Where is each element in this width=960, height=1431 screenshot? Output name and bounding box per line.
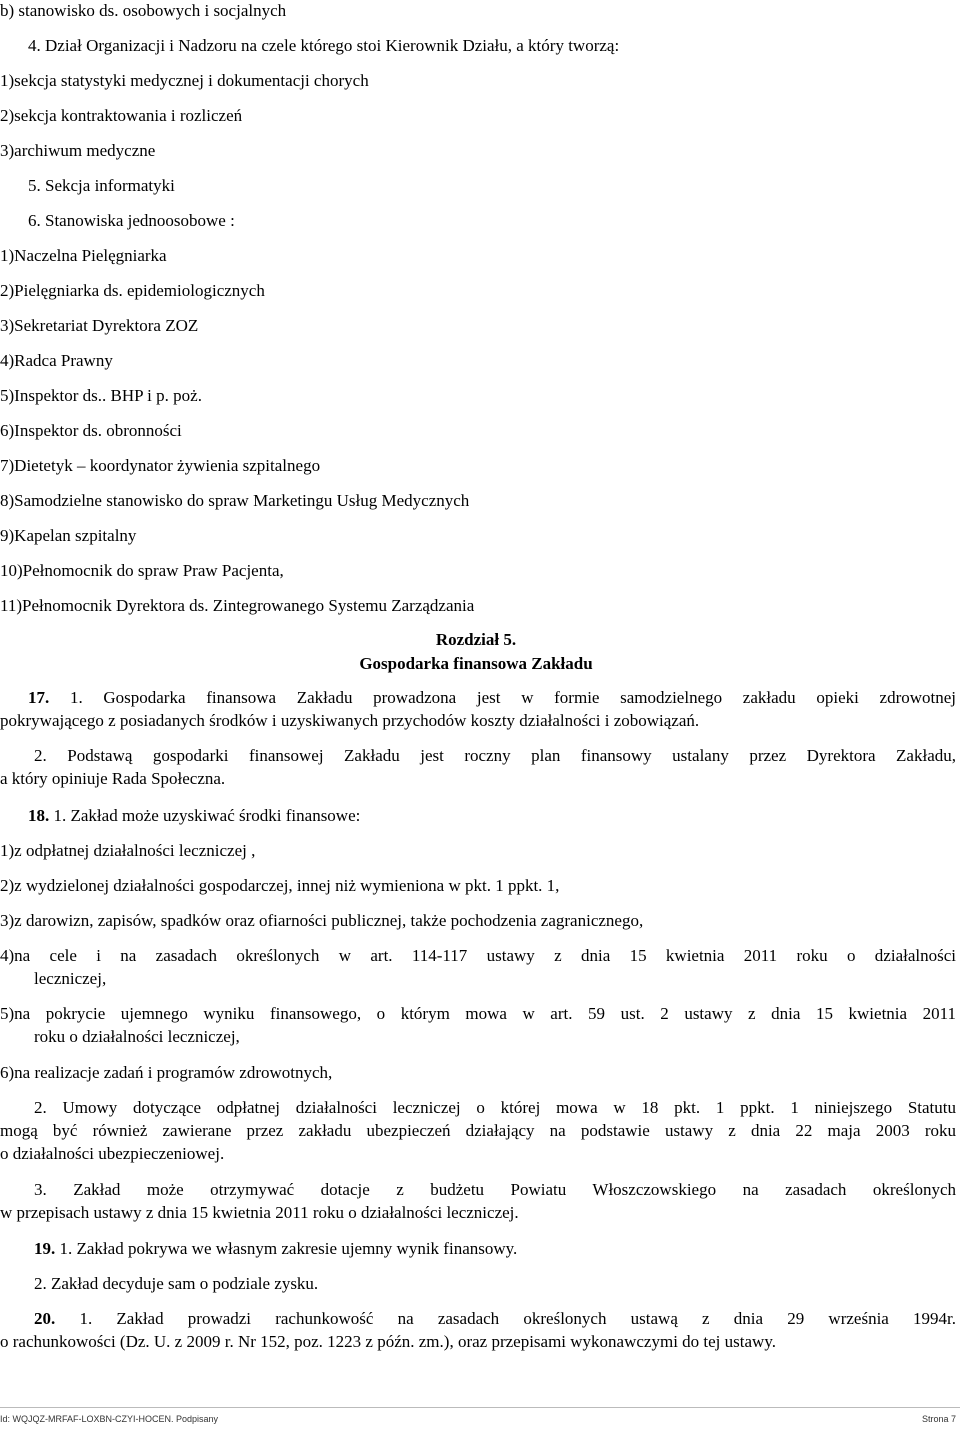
- paragraph-text: 1. Zakład prowadzi rachunkowość na zasadach określonych ustawą z dnia 29 września 1994r.: [79, 1309, 957, 1328]
- paragraph-number: 17.: [28, 688, 50, 707]
- list-item: 3)z darowizn, zapisów, spadków oraz ofiarności publicznej, także pochodzenia zagranicznego,: [0, 911, 644, 930]
- paragraph-text: 2. Umowy dotyczące odpłatnej działalności leczniczej o której mowa w 18 pkt. 1 ppkt. 1 niniejszego Statutu: [34, 1098, 956, 1117]
- paragraph-19-line: [34, 1239, 517, 1259]
- paragraph-text: 2. Podstawą gospodarki finansowej Zakładu jest roczny plan finansowy ustalany przez Dyrektora Zakładu,: [34, 746, 956, 765]
- list-item: 8)Samodzielne stanowisko do spraw Marketingu Usług Medycznych: [0, 491, 470, 510]
- chapter-title: Gospodarka finansowa Zakładu: [359, 654, 593, 673]
- list-item: 2)z wydzielonej działalności gospodarczej, innej niż wymieniona w pkt. 1 ppkt. 1,: [0, 876, 560, 895]
- list-item: 6)na realizacje zadań i programów zdrowotnych,: [0, 1063, 333, 1082]
- paragraph-text: w przepisach ustawy z dnia 15 kwietnia 2011 roku o działalności leczniczej.: [0, 1203, 519, 1222]
- paragraph-text: mogą być również zawierane przez zakładu ubezpieczeń działający na podstawie ustawy z dnia 22 maja 2003 roku: [0, 1121, 956, 1140]
- list-item: 6)Inspektor ds. obronności: [0, 421, 182, 440]
- paragraph-number: 18.: [28, 806, 50, 825]
- list-item: 2)Pielęgniarka ds. epidemiologicznych: [0, 281, 265, 300]
- section-heading: 6. Stanowiska jednoosobowe :: [28, 211, 235, 230]
- paragraph-text: 1. Zakład pokrywa we własnym zakresie ujemny wynik finansowy.: [59, 1239, 518, 1258]
- list-item-continuation: leczniczej,: [34, 969, 107, 988]
- list-item: 5)Inspektor ds.. BHP i p. poż.: [0, 386, 202, 405]
- paragraph-17-line: [0, 688, 956, 708]
- paragraph-text: 1. Gospodarka finansowa Zakładu prowadzona jest w formie samodzielnego zakładu opieki zdrowotnej: [69, 688, 956, 707]
- list-item: 9)Kapelan szpitalny: [0, 526, 137, 545]
- list-item: 3)Sekretariat Dyrektora ZOZ: [0, 316, 199, 335]
- paragraph-number: 19.: [34, 1239, 56, 1258]
- paragraph-text: pokrywającego z posiadanych środków i uzyskiwanych przychodów koszty działalności i zobowiązań.: [0, 711, 700, 730]
- paragraph-text: o działalności ubezpieczeniowej.: [0, 1144, 225, 1163]
- paragraph-text: 2. Zakład decyduje sam o podziale zysku.: [34, 1274, 319, 1293]
- paragraph-text: o rachunkowości (Dz. U. z 2009 r. Nr 152, poz. 1223 z późn. zm.), oraz przepisami wykonawczymi do tej ustawy.: [0, 1332, 776, 1351]
- list-item: 1)z odpłatnej działalności leczniczej ,: [0, 841, 256, 860]
- footer-divider: [0, 1407, 960, 1408]
- section-heading: 5. Sekcja informatyki: [28, 176, 175, 195]
- list-item: 1)Naczelna Pielęgniarka: [0, 246, 167, 265]
- list-item: 4)na cele i na zasadach określonych w art. 114-117 ustawy z dnia 15 kwietnia 2011 roku o działalności: [0, 946, 956, 965]
- section-heading: 4. Dział Organizacji i Nadzoru na czele którego stoi Kierownik Działu, a który tworzą:: [28, 36, 620, 55]
- chapter-number: Rozdział 5.: [435, 630, 517, 649]
- list-item: 1)sekcja statystyki medycznej i dokumentacji chorych: [0, 71, 369, 90]
- list-item: 2)sekcja kontraktowania i rozliczeń: [0, 106, 243, 125]
- paragraph-20-line: [0, 1309, 956, 1329]
- list-item: 4)Radca Prawny: [0, 351, 113, 370]
- list-item: 10)Pełnomocnik do spraw Praw Pacjenta,: [0, 561, 284, 580]
- paragraph-text: 1. Zakład może uzyskiwać środki finansowe:: [53, 806, 361, 825]
- footer-page-number: Strona 7: [921, 1414, 956, 1424]
- list-item: 3)archiwum medyczne: [0, 141, 156, 160]
- footer-document-id: Id: WQJQZ-MRFAF-LOXBN-CZYI-HOCEN. Podpisany: [0, 1414, 219, 1424]
- list-item: b) stanowisko ds. osobowych i socjalnych: [0, 1, 287, 20]
- paragraph-18-line: [28, 806, 360, 826]
- list-item: 7)Dietetyk – koordynator żywienia szpitalnego: [0, 456, 321, 475]
- list-item-continuation: roku o działalności leczniczej,: [34, 1027, 240, 1046]
- paragraph-number: 20.: [34, 1309, 56, 1328]
- list-item: 11)Pełnomocnik Dyrektora ds. Zintegrowanego Systemu Zarządzania: [0, 596, 475, 615]
- paragraph-text: a który opiniuje Rada Społeczna.: [0, 769, 226, 788]
- paragraph-text: 3. Zakład może otrzymywać dotacje z budżetu Powiatu Włoszczowskiego na zasadach określonych: [34, 1180, 956, 1199]
- list-item: 5)na pokrycie ujemnego wyniku finansowego, o którym mowa w art. 59 ust. 2 ustawy z dnia 15 kwietnia 2011: [0, 1004, 956, 1023]
